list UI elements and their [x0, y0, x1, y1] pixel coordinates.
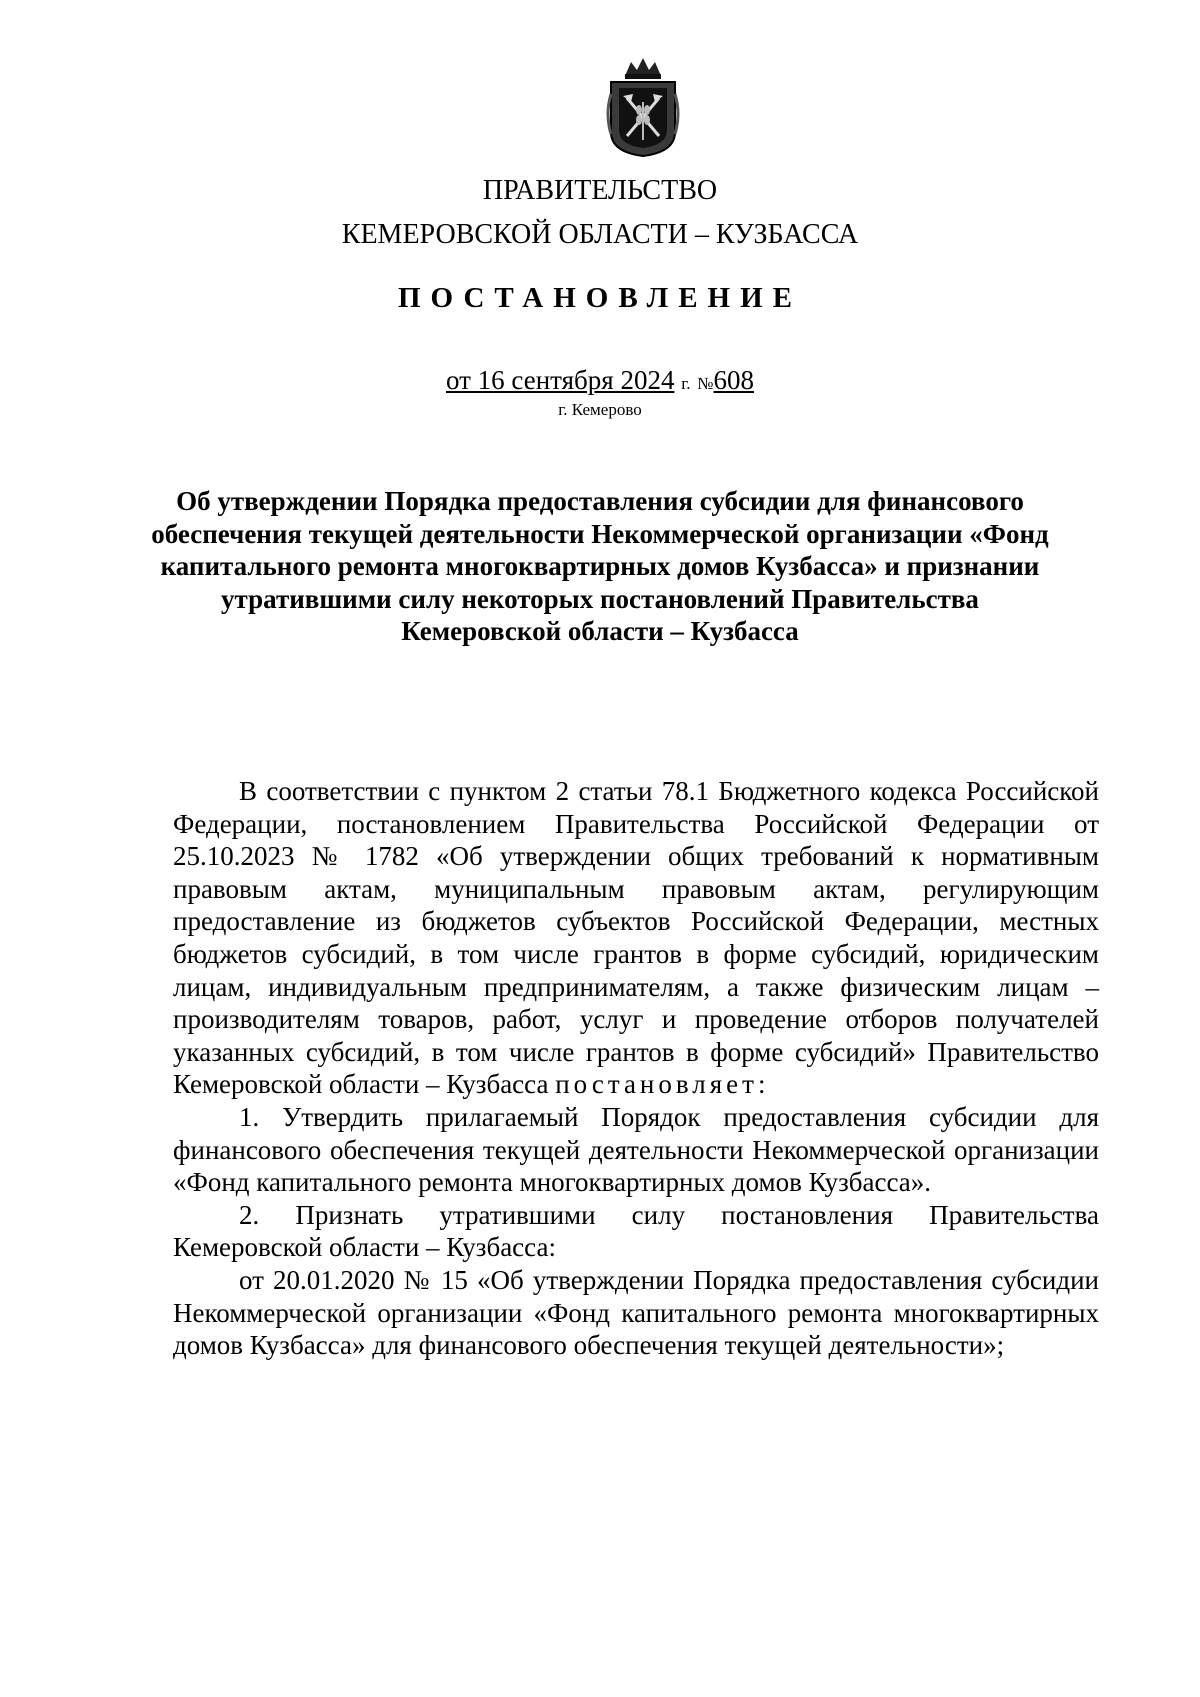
- document-body: [173, 775, 1099, 1362]
- preamble-text: В соответствии с пунктом 2 статьи 78.1 Бюджетного кодекса Российской Федерации, постановлением Правительства Российской Федерации от 25.10.2023 № 1782 «Об утверждении общих требований к нормативным правовым актам, муниципальным правовым актам, регулирующим предоставление из бюджетов субъектов Российской Федерации, местных бюджетов субсидий, в том числе грантов в форме субсидий, юридическим лицам, индивидуальным предпринимателям, а также физическим лицам – производителям товаров, работ, услуг и проведение отборов получателей указанных субсидий, в том числе грантов в форме субсидий» Правительство Кемеровской области – Кузбасса: [173, 776, 1099, 1100]
- organization-name-line1: ПРАВИТЕЛЬСТВО: [482, 175, 718, 206]
- document-title: Об утверждении Порядка предоставления субсидии для финансового обеспечения текущей деятельности Некоммерческой организации «Фонд капитального ремонта многоквартирных домов Кузбасса» и признании утратившими силу некоторых постановлений Правительства Кемеровской области – Кузбасса: [151, 486, 1049, 646]
- document-dateline: [0, 364, 1200, 400]
- item-2-subitem-1: от 20.01.2020 № 15 «Об утверждении Порядка предоставления субсидии Некоммерческой организации «Фонд капитального ремонта многоквартирных домов Кузбасса» для финансового обеспечения текущей деятельности»;: [173, 1264, 1099, 1361]
- resolves-word: постановляет:: [555, 1069, 770, 1100]
- organization-name-line2: КЕМЕРОВСКОЙ ОБЛАСТИ – КУЗБАССА: [341, 219, 859, 250]
- coat-of-arms-icon: [603, 54, 683, 159]
- document-type: ПОСТАНОВЛЕНИЕ: [397, 282, 802, 314]
- document-date: от 16 сентября 2024: [445, 365, 675, 395]
- item-1-paragraph: 1. Утвердить прилагаемый Порядок предоставления субсидии для финансового обеспечения текущей деятельности Некоммерческой организации «Фонд капитального ремонта многоквартирных домов Кузбасса».: [173, 1101, 1099, 1198]
- year-suffix: г.: [681, 374, 691, 393]
- preamble-paragraph: [173, 775, 1099, 1101]
- document-city: г. Кемерово: [558, 400, 642, 419]
- item-2-paragraph: 2. Признать утратившими силу постановления Правительства Кемеровской области – Кузбасса:: [173, 1199, 1099, 1263]
- document-number: 608: [713, 365, 754, 395]
- number-sign: №: [697, 374, 714, 393]
